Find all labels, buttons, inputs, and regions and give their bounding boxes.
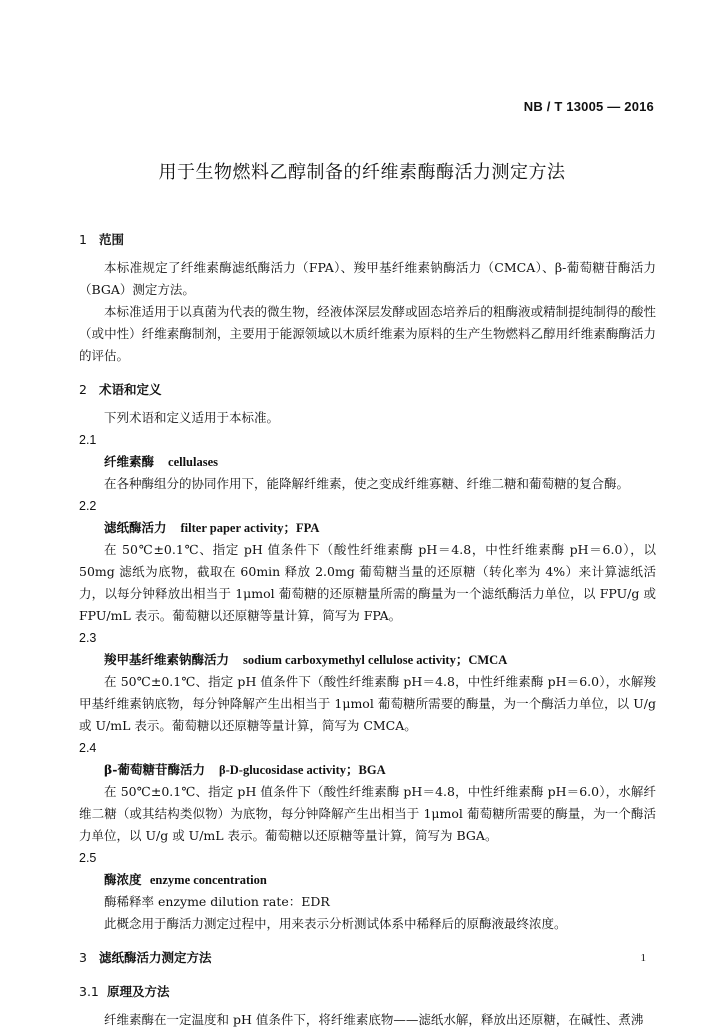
clause-number: 2.4 (79, 741, 97, 755)
clause-number: 2.1 (79, 433, 97, 447)
clause-number: 2.3 (79, 631, 97, 645)
term-title: β-葡萄糖苷酶活力 β-D-glucosidase activity；BGA (104, 762, 386, 777)
paragraph: 下列术语和定义适用于本标准。 (104, 410, 280, 425)
paragraph: 本标准适用于以真菌为代表的微生物，经液体深层发酵或固态培养后的粗酶液或精制提纯制得的酸性（或中性）纤维素酶制剂，主要用于能源领域以木质纤维素为原料的生产生物燃料乙醇用纤维素酶酶活力的评估。 (79, 304, 656, 363)
document-body (79, 229, 656, 1031)
standard-code: NB / T 13005 — 2016 (523, 99, 654, 114)
paragraph: 纤维素酶在一定温度和 pH 值条件下，将纤维素底物——滤纸水解，释放出还原糖，在碱性、煮沸 (104, 1012, 644, 1027)
term-definition: 在 50℃±0.1℃、指定 pH 值条件下（酸性纤维素酶 pH＝4.8，中性纤维素酶 pH＝6.0），水解羧甲基纤维素钠底物，每分钟降解产生出相当于 1μmol 葡萄糖所需要的酶量，为一个酶活力单位，以 U/g 或 U/mL 表示。葡萄糖以还原糖等量计算，简写为 CMCA。 (79, 674, 656, 733)
clause-number: 2.2 (79, 499, 97, 513)
paragraph: 本标准规定了纤维素酶滤纸酶活力（FPA）、羧甲基纤维素钠酶活力（CMCA）、β-葡萄糖苷酶活力（BGA）测定方法。 (79, 260, 656, 297)
clause-number: 2.5 (79, 851, 97, 865)
section-heading-scope: 1 范围 (79, 232, 125, 247)
term-definition: 在各种酶组分的协同作用下，能降解纤维素，使之变成纤维寡糖、纤维二糖和葡萄糖的复合酶。 (104, 476, 630, 491)
page-title: 用于生物燃料乙醇制备的纤维素酶酶活力测定方法 (158, 162, 566, 183)
section-heading-fpa-method: 3 滤纸酶活力测定方法 (79, 950, 212, 965)
subsection-heading-principle: 3.1 原理及方法 (79, 984, 170, 999)
term-title: 纤维素酶 cellulases (104, 454, 219, 469)
section-heading-terms: 2 术语和定义 (79, 382, 162, 397)
term-alternative: 酶稀释率 enzyme dilution rate：EDR (104, 894, 330, 909)
page-number: 1 (640, 952, 646, 964)
term-title: 羧甲基纤维素钠酶活力 sodium carboxymethyl cellulose activity；CMCA (104, 652, 508, 667)
term-definition: 此概念用于酶活力测定过程中，用来表示分析测试体系中稀释后的原酶液最终浓度。 (104, 916, 567, 931)
term-definition: 在 50℃±0.1℃、指定 pH 值条件下（酸性纤维素酶 pH＝4.8，中性纤维素酶 pH＝6.0），以 50mg 滤纸为底物，截取在 60min 释放 2.0mg 葡萄糖当量的还原糖（转化率为 4%）来计算滤纸活力，以每分钟释放出相当于 1μmol 葡萄糖的还原糖量所需的酶量为一个滤纸酶活力单位，以 FPU/g 或 FPU/mL 表示。葡萄糖以还原糖等量计算，简写为 FPA。 (79, 542, 656, 623)
term-definition: 在 50℃±0.1℃、指定 pH 值条件下（酸性纤维素酶 pH＝4.8，中性纤维素酶 pH＝6.0），水解纤维二糖（或其结构类似物）为底物，每分钟降解产生出相当于 1μmol 葡萄糖所需要的酶量，为一个酶活力单位，以 U/g 或 U/mL 表示。葡萄糖以还原糖等量计算，简写为 BGA。 (79, 784, 656, 843)
term-title: 酶浓度 enzyme concentration (104, 872, 267, 887)
term-title: 滤纸酶活力 filter paper activity；FPA (104, 520, 320, 535)
